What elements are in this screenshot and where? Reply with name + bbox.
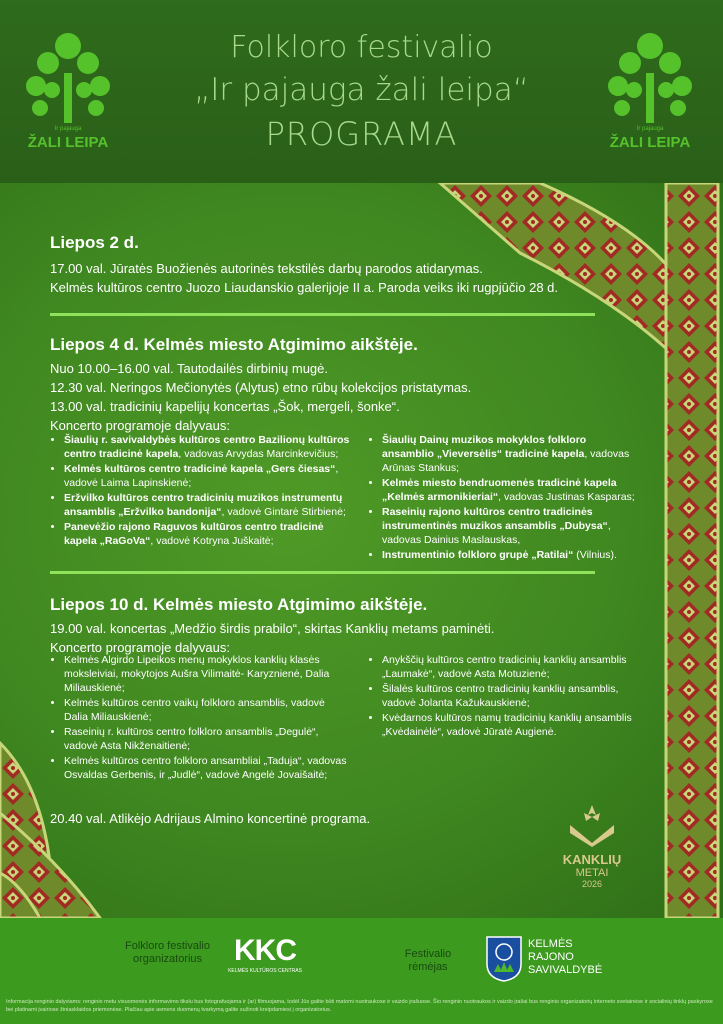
logo-small-text: Ir pajauga [54,126,82,132]
section-line: 19.00 val. koncertas „Medžio širdis prabilo“, skirtas Kanklių metams paminėti. [50,621,495,636]
municipality-logo [486,936,522,987]
title-line-1: Folkloro festivalio [230,30,493,65]
kkc-subtitle: KELMĖS KULTŪROS CENTRAS [228,968,302,974]
section-heading: Liepos 2 d. [50,233,139,252]
section-july-4 [50,335,610,435]
logo-word: ŽALI LEIPA [27,134,109,151]
kankliu-line1: KANKLIŲ [562,852,622,867]
closing-line: 20.40 val. Atlikėjo Adrijaus Almino koncertinė programa. [50,811,371,826]
participants-left [50,433,350,549]
logo-word: ŽALI LEIPA [609,134,691,151]
coat-of-arms-icon [486,936,522,982]
list-item: • Kelmės kultūros centro folkloro ansambliai „Taduja“, vadovas Osvaldas Gerbenis, ir „Judlė“, vadovė Angelė Jovaišaitė; [64,754,350,782]
participants-left [50,653,350,783]
kankles-icon [567,803,617,847]
municipality-line: RAJONO [528,951,574,963]
list-item: • Anykščių kultūros centro tradicinių kanklių ansamblis „Laumakė“, vadovė Asta Motuzienė; [382,653,648,681]
kankliu-year: 2026 [581,879,603,889]
list-item: • Kelmės Algirdo Lipeikos menų mokyklos kanklių klasės moksleiviai, mokytojos Aušra Vilimaitė- Karyznienė, Dalia Miliauskienė; [64,653,350,695]
list-item: • Kelmės kultūros centro vaikų folkloro ansamblis, vadovė Dalia Miliauskienė; [64,696,350,724]
participants-right [368,653,648,740]
list-item: • Eržvilko kultūros centro tradicinių muzikos instrumentų ansamblis „Eržvilko bandonija“, vadovė Gintarė Stirbienė; [64,491,350,519]
section-line: 17.00 val. Jūratės Buožienės autorinės tekstilės darbų parodos atidarymas. [50,261,483,276]
section-july-2 [50,233,610,297]
kankliu-metai-logo [552,803,632,889]
list-item: • Šiaulių Dainų muzikos mokyklos folkloro ansamblio „Vieversėlis“ tradicinė kapela, vadovas Arūnas Stankus; [382,433,640,475]
municipality-name [528,938,602,977]
separator-line [50,571,595,574]
list-item: • Panevėžio rajono Raguvos kultūros centro tradicinė kapela „RaGoVa“, vadovė Kotryna Juškaitė; [64,520,350,548]
section-heading: Liepos 4 d. Kelmės miesto Atgimimo aikštėje. [50,335,418,354]
program-area [0,183,723,918]
logo-small-text: Ir pajauga [636,126,664,132]
list-item: • Šilalės kultūros centro tradicinių kanklių ansamblis, vadovė Jolanta Kažukauskienė; [382,682,648,710]
list-item: • Kvėdarnos kultūros namų tradicinių kanklių ansamblis „Kvėdainėlė“, vadovė Jūratė Augienė. [382,711,648,739]
fine-print: Informacija renginio dalyviams: renginio metu visuomenės informavimo tikslu bus fotografuojama ir (ar) filmuojama, todėl Jūs galite būti matomi nuotraukose ir vaizdo įrašuose. Šio renginio nuotraukos ir vaizdo įrašai bus renginio organizatorių interneto svetainėse ir socialinių tinklų paskyrose bei platinami įvairiose žiniasklaidos priemonėse. Plačiau apie asmens duomenų tvarkymą galite sužinoti kreipdamiesi į organizatorius. [0,998,723,1024]
sponsor-label: Festivalio rėmėjas [404,948,452,973]
section-line: Koncerto programoje dalyvaus: [50,418,230,433]
list-item: • Kelmės kultūros centro tradicinė kapela „Gers čiesas“, vadovė Laima Lapinskienė; [64,462,350,490]
section-heading: Liepos 10 d. Kelmės miesto Atgimimo aikštėje. [50,595,428,614]
list-item: • Kelmės miesto bendruomenės tradicinė kapela „Kelmės armonikieriai“, vadovas Justinas Kasparas; [382,476,640,504]
municipality-line: KELMĖS [528,938,573,950]
kkc-logo-text: KKC [234,934,296,967]
section-line: 13.00 val. tradicinių kapelijų koncertas „Šok, mergeli, šonke“. [50,399,400,414]
kankliu-line2: METAI [575,867,609,879]
section-line: 12.30 val. Neringos Mečionytės (Alytus) etno rūbų kolekcijos pristatymas. [50,380,472,395]
header [0,0,723,183]
list-item: • Raseinių r. kultūros centro folkloro ansamblis „Degulė“, vadovė Asta Nikženaitienė; [64,725,350,753]
municipality-line: SAVIVALDYBĖ [528,964,603,976]
list-item: • Šiaulių r. savivaldybės kultūros centro Bazilionų kultūros centro tradicinė kapela, vadovas Arvydas Marcinkevičius; [64,433,350,461]
title-line-2: „Ir pajauga žali leipa“ [194,72,529,108]
section-line: Kelmės kultūros centro Juozo Liaudanskio galerijoje II a. Paroda veiks iki rugpjūčio 28 d. [50,280,558,295]
separator-line [50,313,595,316]
section-july-10 [50,595,610,657]
organizer-label: Folkloro festivalio organizatorius [125,940,210,965]
section-line: Nuo 10.00–16.00 val. Tautodailės dirbinių mugė. [50,361,329,376]
title-line-3: PROGRAMA [265,115,458,153]
list-item: • Raseinių rajono kultūros centro tradicinės instrumentinės muzikos ansamblis „Dubysa“, vadovas Dainius Maslauskas, [382,505,640,547]
participants-right [368,433,640,563]
list-item: • Instrumentinio folkloro grupė „Ratilai“ (Vilnius). [382,548,640,562]
kkc-logo [225,934,305,974]
footer [0,918,723,998]
section-line: Koncerto programoje dalyvaus: [50,640,230,655]
